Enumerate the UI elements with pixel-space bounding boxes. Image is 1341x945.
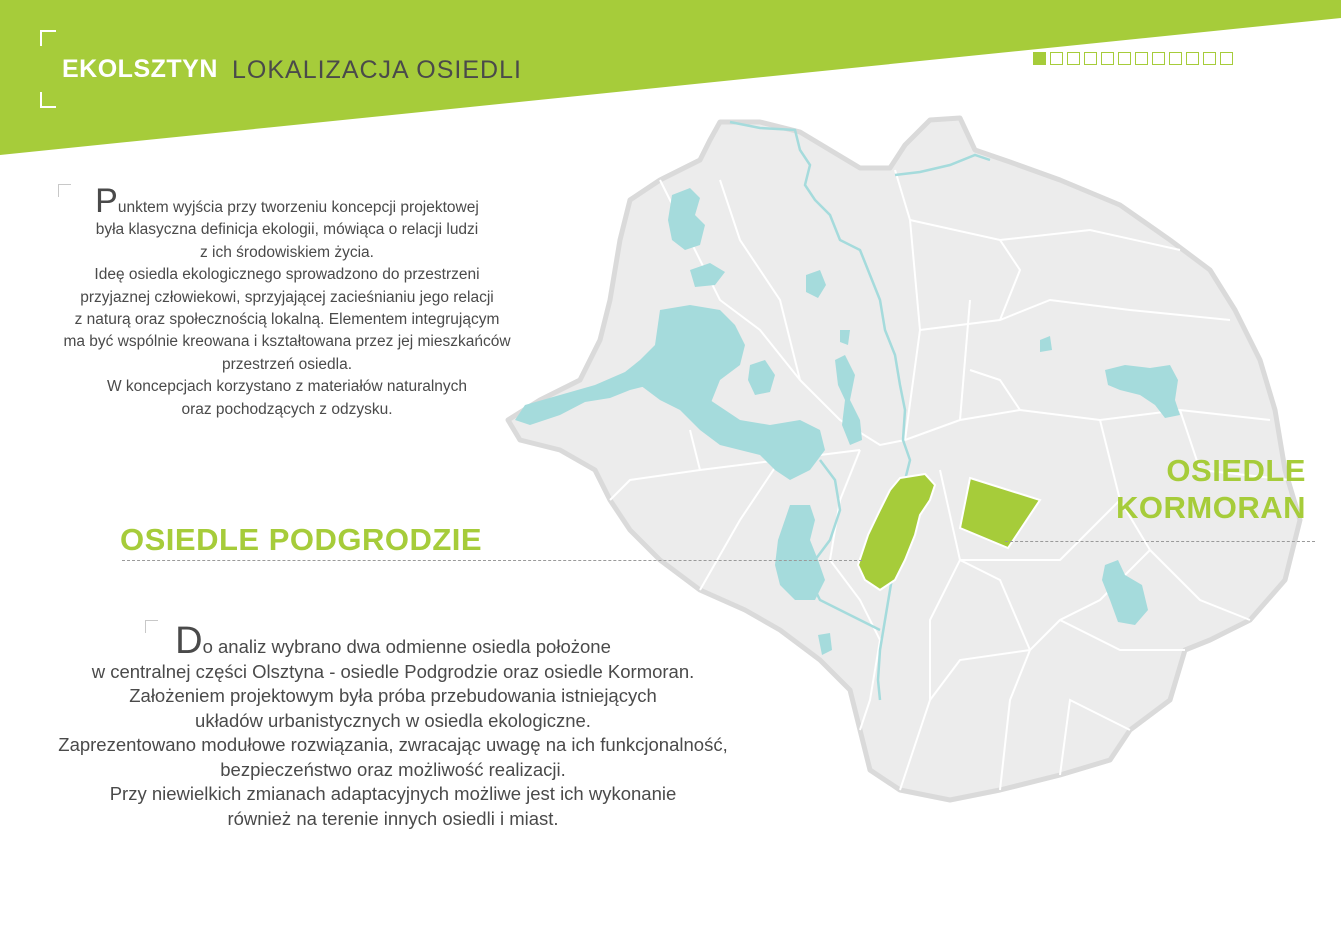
page-indicator-square <box>1084 52 1097 65</box>
drop-cap: P <box>95 182 118 220</box>
page-indicator-square <box>1186 52 1199 65</box>
page-indicator-square <box>1101 52 1114 65</box>
paragraph-line: przyjaznej człowiekowi, sprzyjającej zacieśnianiu jego relacji <box>80 288 494 306</box>
label-kormoran-line1: OSIEDLE <box>1166 453 1306 488</box>
page-indicator-square <box>1152 52 1165 65</box>
paragraph-line: Założeniem projektowym była próba przebudowania istniejących <box>129 685 657 706</box>
paragraph-line: również na terenie innych osiedli i miast. <box>227 807 559 829</box>
page-title: EKOLSZTYN <box>62 55 218 83</box>
paragraph-line: Ideę osiedla ekologicznego sprowadzono do przestrzeni <box>94 266 480 284</box>
paragraph-line: z ich środowiskiem życia. <box>200 243 374 261</box>
page-indicator <box>1033 52 1233 65</box>
paragraph-line: była klasyczna definicja ekologii, mówiąca o relacji ludzi <box>95 221 479 239</box>
bracket-top-left <box>40 30 56 46</box>
paragraph-first-line <box>18 620 768 662</box>
paragraph-line: oraz pochodzących z odzysku. <box>181 400 393 418</box>
page-indicator-square <box>1135 52 1148 65</box>
drop-cap: D <box>175 620 203 662</box>
paragraph-line: przestrzeń osiedla. <box>221 355 353 373</box>
paragraph-line-text: o analiz wybrano dwa odmienne osiedla położone <box>202 636 611 657</box>
paragraph-line: bezpieczeństwo oraz możliwość realizacji. <box>220 758 566 780</box>
page-indicator-square <box>1050 52 1063 65</box>
leader-line-kormoran <box>1005 541 1315 542</box>
analysis-paragraph <box>18 620 768 831</box>
page-indicator-square <box>1169 52 1182 65</box>
paragraph-line: Przy niewielkich zmianach adaptacyjnych możliwe jest ich wykonanie <box>109 783 677 804</box>
bracket-bottom-left <box>40 92 56 108</box>
paragraph-line: W koncepcjach korzystano z materiałów naturalnych <box>106 378 468 396</box>
leader-line-podgrodzie <box>122 560 862 561</box>
intro-paragraph <box>22 182 552 421</box>
page-indicator-square <box>1220 52 1233 65</box>
label-osiedle-podgrodzie: OSIEDLE PODGRODZIE <box>120 522 483 557</box>
page-indicator-square <box>1067 52 1080 65</box>
paragraph-first-line <box>22 182 552 220</box>
paragraph-line: z naturą oraz społecznością lokalną. Elementem integrującym <box>74 311 500 329</box>
label-kormoran-line2: KORMORAN <box>1116 490 1306 525</box>
paragraph-line: ma być wspólnie kreowana i kształtowana przez jej mieszkańców <box>63 333 511 351</box>
page-indicator-square <box>1118 52 1131 65</box>
paragraph-line: Zaprezentowano modułowe rozwiązania, zwracając uwagę na ich funkcjonalność, <box>58 734 728 755</box>
paragraph-line: układów urbanistycznych w osiedla ekologiczne. <box>195 709 591 731</box>
page-indicator-square <box>1203 52 1216 65</box>
page-indicator-square <box>1033 52 1046 65</box>
label-osiedle-kormoran <box>1080 452 1306 526</box>
paragraph-line-text: unktem wyjścia przy tworzeniu koncepcji projektowej <box>117 199 479 216</box>
paragraph-line: w centralnej części Olsztyna - osiedle Podgrodzie oraz osiedle Kormoran. <box>91 660 695 682</box>
page-subtitle: LOKALIZACJA OSIEDLI <box>232 56 522 84</box>
